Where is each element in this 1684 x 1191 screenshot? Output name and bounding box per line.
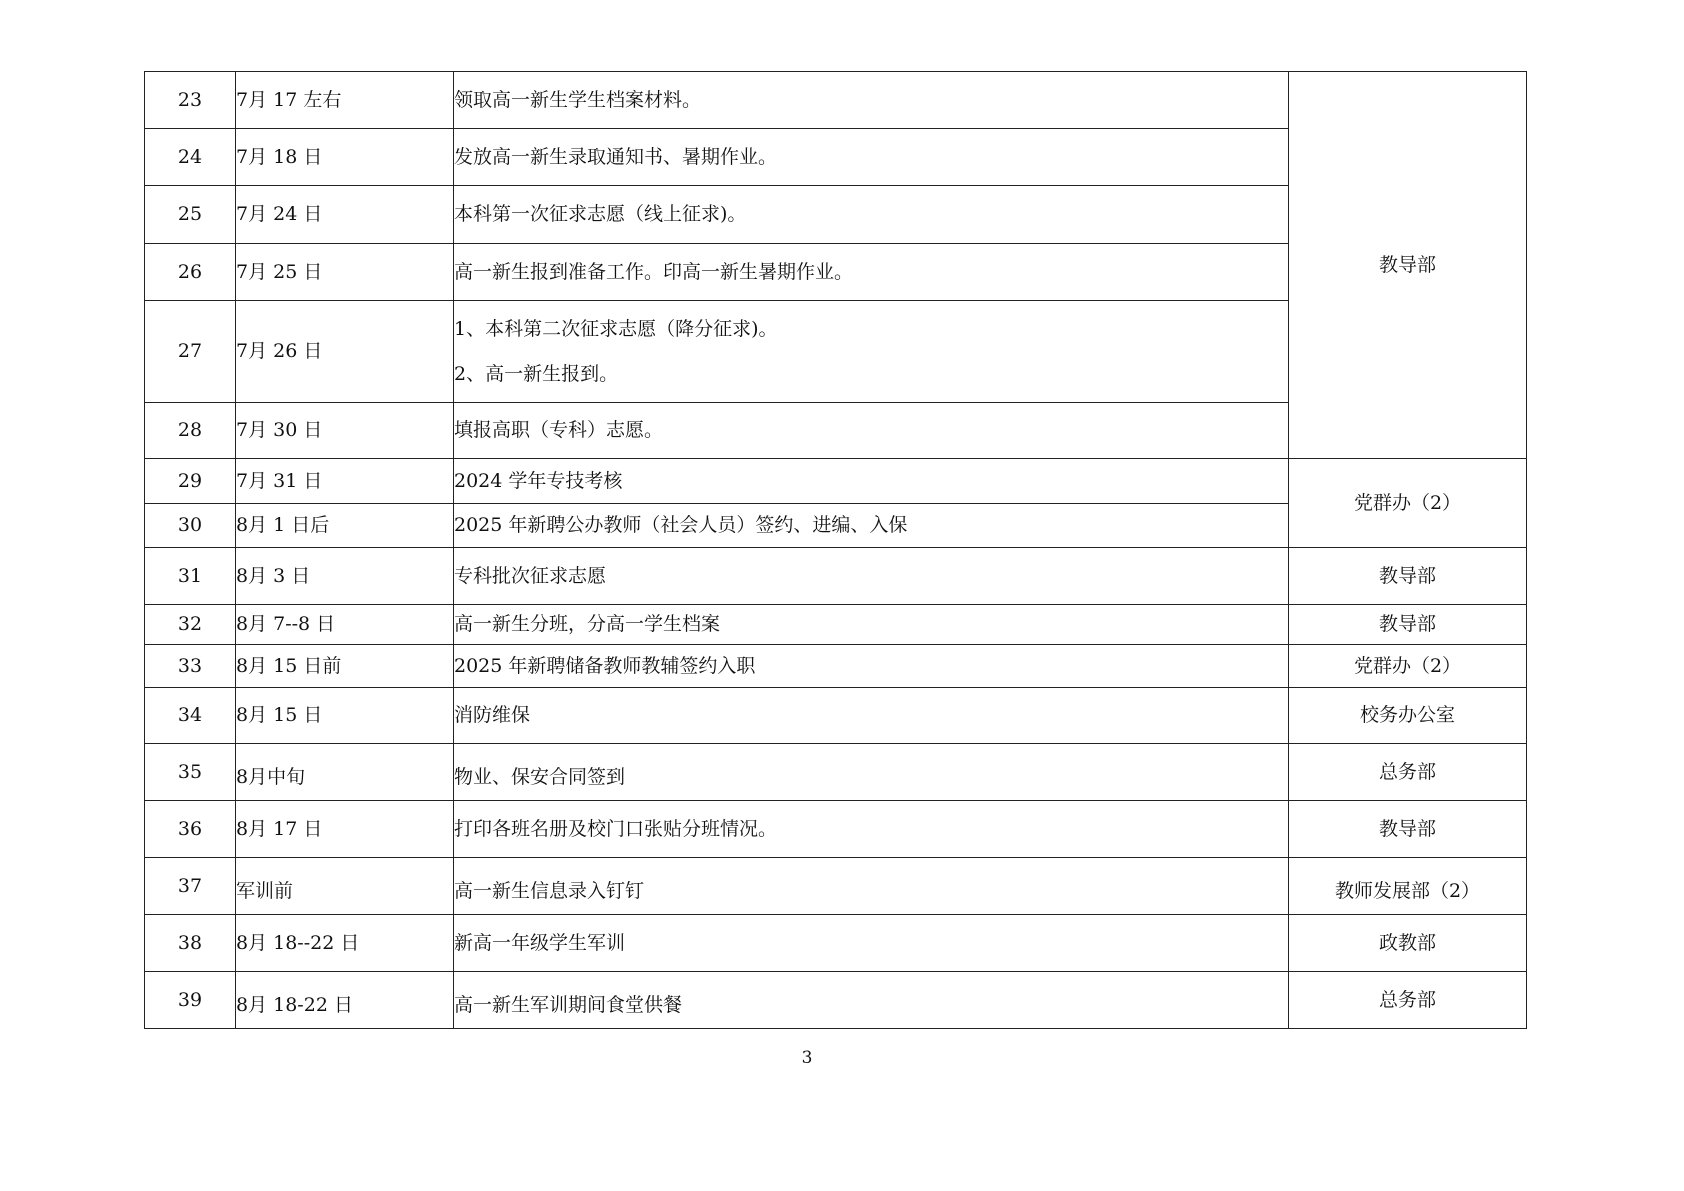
row-task: 填报高职（专科）志愿。 bbox=[454, 403, 1289, 459]
row-date: 8月 1 日后 bbox=[236, 504, 454, 548]
row-date: 8月 15 日前 bbox=[236, 645, 454, 688]
row-number: 34 bbox=[145, 688, 236, 744]
row-date: 8月 17 日 bbox=[236, 801, 454, 858]
row-date: 7月 26 日 bbox=[236, 301, 454, 403]
row-department: 教导部 bbox=[1289, 801, 1527, 858]
row-number: 24 bbox=[145, 129, 236, 186]
table-row bbox=[145, 605, 1527, 645]
row-task: 发放高一新生录取通知书、暑期作业。 bbox=[454, 129, 1289, 186]
row-date: 军训前 bbox=[236, 858, 454, 915]
table-row bbox=[145, 858, 1527, 915]
row-task: 高一新生军训期间食堂供餐 bbox=[454, 972, 1289, 1029]
task-line: 1、本科第二次征求志愿（降分征求)。 bbox=[454, 317, 778, 340]
table-row bbox=[145, 915, 1527, 972]
row-department: 总务部 bbox=[1289, 744, 1527, 801]
row-task: 高一新生信息录入钉钉 bbox=[454, 858, 1289, 915]
row-number: 39 bbox=[145, 972, 236, 1029]
row-department: 政教部 bbox=[1289, 915, 1527, 972]
table-row bbox=[145, 548, 1527, 605]
table-row bbox=[145, 645, 1527, 688]
row-date: 7月 18 日 bbox=[236, 129, 454, 186]
row-task bbox=[454, 301, 1289, 403]
row-date: 7月 30 日 bbox=[236, 403, 454, 459]
row-number: 33 bbox=[145, 645, 236, 688]
row-task: 消防维保 bbox=[454, 688, 1289, 744]
row-number: 25 bbox=[145, 186, 236, 244]
row-task: 2025 年新聘储备教师教辅签约入职 bbox=[454, 645, 1289, 688]
row-number: 35 bbox=[145, 744, 236, 801]
task-line: 2、高一新生报到。 bbox=[454, 362, 619, 385]
row-department: 总务部 bbox=[1289, 972, 1527, 1029]
row-task: 本科第一次征求志愿（线上征求)。 bbox=[454, 186, 1289, 244]
row-number: 37 bbox=[145, 858, 236, 915]
row-date: 7月 17 左右 bbox=[236, 72, 454, 129]
row-task: 2024 学年专技考核 bbox=[454, 459, 1289, 504]
row-department-merged: 教导部 bbox=[1289, 72, 1527, 459]
table-row bbox=[145, 459, 1527, 504]
row-number: 28 bbox=[145, 403, 236, 459]
table-row bbox=[145, 72, 1527, 129]
row-number: 27 bbox=[145, 301, 236, 403]
row-date: 7月 25 日 bbox=[236, 244, 454, 301]
row-task: 领取高一新生学生档案材料。 bbox=[454, 72, 1289, 129]
row-department: 教导部 bbox=[1289, 605, 1527, 645]
row-number: 31 bbox=[145, 548, 236, 605]
row-number: 36 bbox=[145, 801, 236, 858]
row-date: 8月 15 日 bbox=[236, 688, 454, 744]
row-number: 30 bbox=[145, 504, 236, 548]
table-row bbox=[145, 744, 1527, 801]
row-date: 8月 18-22 日 bbox=[236, 972, 454, 1029]
row-number: 32 bbox=[145, 605, 236, 645]
page-number: 3 bbox=[801, 1048, 813, 1068]
row-number: 38 bbox=[145, 915, 236, 972]
row-number: 29 bbox=[145, 459, 236, 504]
row-department-merged: 党群办（2） bbox=[1289, 459, 1527, 548]
row-task: 2025 年新聘公办教师（社会人员）签约、进编、入保 bbox=[454, 504, 1289, 548]
row-department: 校务办公室 bbox=[1289, 688, 1527, 744]
row-department: 教师发展部（2） bbox=[1289, 858, 1527, 915]
row-task: 打印各班名册及校门口张贴分班情况。 bbox=[454, 801, 1289, 858]
table-row bbox=[145, 801, 1527, 858]
row-department: 教导部 bbox=[1289, 548, 1527, 605]
row-date: 8月 7--8 日 bbox=[236, 605, 454, 645]
row-date: 8月中旬 bbox=[236, 744, 454, 801]
row-date: 7月 31 日 bbox=[236, 459, 454, 504]
row-date: 8月 3 日 bbox=[236, 548, 454, 605]
row-number: 26 bbox=[145, 244, 236, 301]
schedule-table bbox=[144, 71, 1527, 1029]
row-task: 新高一年级学生军训 bbox=[454, 915, 1289, 972]
row-department: 党群办（2） bbox=[1289, 645, 1527, 688]
row-task: 高一新生分班，分高一学生档案 bbox=[454, 605, 1289, 645]
row-date: 7月 24 日 bbox=[236, 186, 454, 244]
table-row bbox=[145, 972, 1527, 1029]
row-date: 8月 18--22 日 bbox=[236, 915, 454, 972]
row-task: 专科批次征求志愿 bbox=[454, 548, 1289, 605]
table-row bbox=[145, 688, 1527, 744]
row-task: 高一新生报到准备工作。印高一新生暑期作业。 bbox=[454, 244, 1289, 301]
row-task: 物业、保安合同签到 bbox=[454, 744, 1289, 801]
row-number: 23 bbox=[145, 72, 236, 129]
